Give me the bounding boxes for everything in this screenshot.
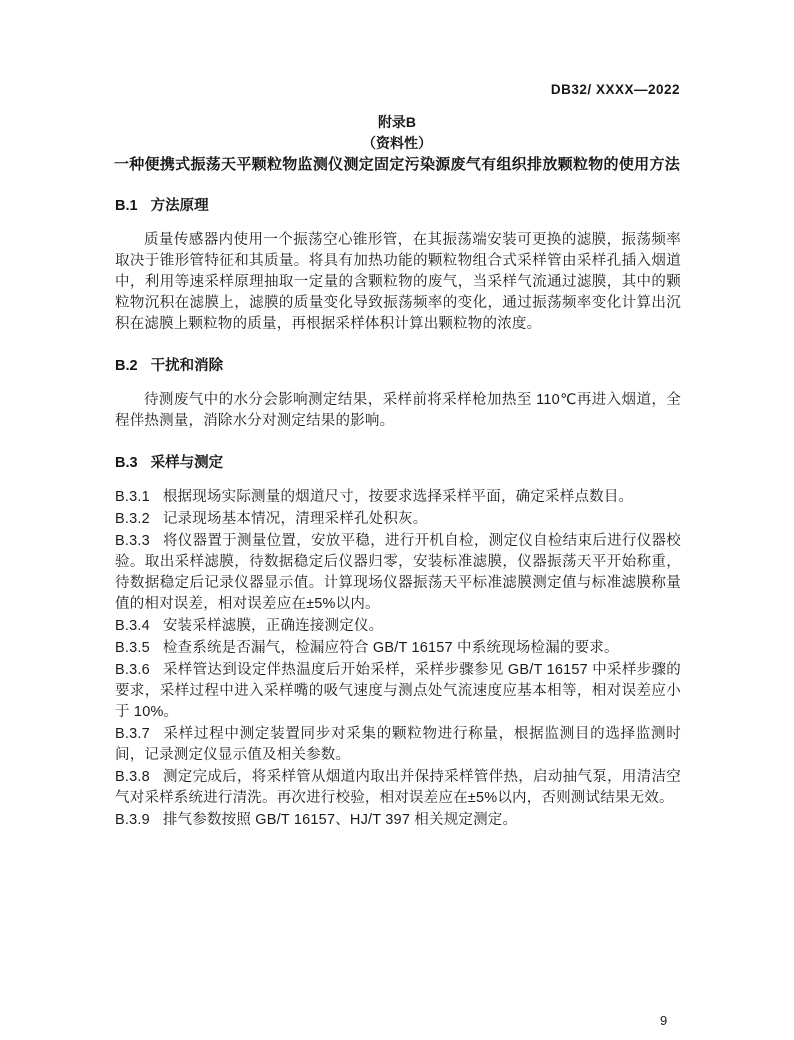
clause-id: B.3.5 bbox=[115, 640, 150, 656]
document-body bbox=[115, 196, 681, 832]
clause-id: B.3.8 bbox=[115, 769, 150, 785]
clause-text: 检查系统是否漏气，检漏应符合 GB/T 16157 中系统现场检漏的要求。 bbox=[162, 640, 619, 656]
clause-id: B.3.4 bbox=[115, 618, 150, 634]
clause-list bbox=[115, 487, 681, 831]
clause-id: B.3.7 bbox=[115, 726, 150, 742]
section-title: 方法原理 bbox=[150, 198, 209, 214]
clause-text: 采样管达到设定伴热温度后开始采样，采样步骤参见 GB/T 16157 中采样步骤的要求，采样过程中进入采样嘴的吸气速度与测点处气流速度应基本相等，相对误差应小于 10%。 bbox=[115, 662, 681, 720]
clause-text: 采样过程中测定装置同步对采集的颗粒物进行称量，根据监测目的选择监测时间，记录测定仪显示值及相关参数。 bbox=[115, 726, 681, 763]
section-id: B.2 bbox=[115, 358, 138, 374]
section-heading-b3 bbox=[115, 453, 681, 474]
appendix-label: 附录B bbox=[377, 114, 417, 130]
section-id: B.3 bbox=[115, 455, 138, 471]
section-title: 干扰和消除 bbox=[150, 358, 224, 374]
clause-b3-4 bbox=[115, 616, 681, 637]
clause-b3-2 bbox=[115, 509, 681, 530]
page-number: 9 bbox=[660, 1013, 668, 1028]
clause-text: 将仪器置于测量位置，安放平稳，进行开机自检，测定仪自检结束后进行仪器校验。取出采样滤膜，待数据稳定后仪器归零，安装标准滤膜，仪器振荡天平开始称重，待数据稳定后记录仪器显示值。计算现场仪器振荡天平标准滤膜测定值与标准滤膜称量值的相对误差，相对误差应在±5%以内。 bbox=[115, 533, 681, 612]
section-id: B.1 bbox=[115, 198, 138, 214]
section-b1-paragraph: 质量传感器内使用一个振荡空心锥形管，在其振荡端安装可更换的滤膜，振荡频率取决于锥形管特征和其质量。将具有加热功能的颗粒物组合式采样管由采样孔插入烟道中，利用等速采样原理抽取一定量的含颗粒物的废气，当采样气流通过滤膜，其中的颗粒物沉积在滤膜上，滤膜的质量变化导致振荡频率的变化，通过振荡频率变化计算出沉积在滤膜上颗粒物的质量，再根据采样体积计算出颗粒物的浓度。 bbox=[115, 232, 681, 332]
clause-b3-9 bbox=[115, 810, 681, 831]
clause-b3-7 bbox=[115, 724, 681, 766]
clause-b3-3 bbox=[115, 531, 681, 615]
clause-text: 排气参数按照 GB/T 16157、HJ/T 397 相关规定测定。 bbox=[162, 812, 518, 828]
clause-b3-1 bbox=[115, 487, 681, 508]
clause-id: B.3.3 bbox=[115, 533, 150, 549]
clause-id: B.3.6 bbox=[115, 662, 150, 678]
clause-b3-8 bbox=[115, 767, 681, 809]
section-heading-b2 bbox=[115, 356, 681, 377]
section-heading-b1 bbox=[115, 196, 681, 217]
clause-text: 根据现场实际测量的烟道尺寸，按要求选择采样平面，确定采样点数目。 bbox=[162, 489, 634, 505]
document-title: 一种便携式振荡天平颗粒物监测仪测定固定污染源废气有组织排放颗粒物的使用方法 bbox=[113, 156, 681, 173]
clause-id: B.3.1 bbox=[115, 489, 150, 505]
clause-id: B.3.2 bbox=[115, 511, 150, 527]
clause-id: B.3.9 bbox=[115, 812, 150, 828]
title-block bbox=[0, 112, 794, 176]
appendix-informative-label: （资料性） bbox=[362, 135, 432, 151]
document-code: DB32/ XXXX—2022 bbox=[550, 82, 680, 97]
clause-text: 测定完成后，将采样管从烟道内取出并保持采样管伴热，启动抽气泵，用清洁空气对采样系统进行清洗。再次进行校验，相对误差应在±5%以内，否则测试结果无效。 bbox=[115, 769, 681, 806]
clause-b3-5 bbox=[115, 638, 681, 659]
section-title: 采样与测定 bbox=[150, 455, 224, 471]
section-b2-paragraph: 待测废气中的水分会影响测定结果，采样前将采样枪加热至 110℃再进入烟道，全程伴热测量，消除水分对测定结果的影响。 bbox=[115, 392, 681, 429]
clause-text: 安装采样滤膜，正确连接测定仪。 bbox=[162, 618, 384, 634]
clause-b3-6 bbox=[115, 660, 681, 723]
clause-text: 记录现场基本情况，清理采样孔处积灰。 bbox=[162, 511, 428, 527]
